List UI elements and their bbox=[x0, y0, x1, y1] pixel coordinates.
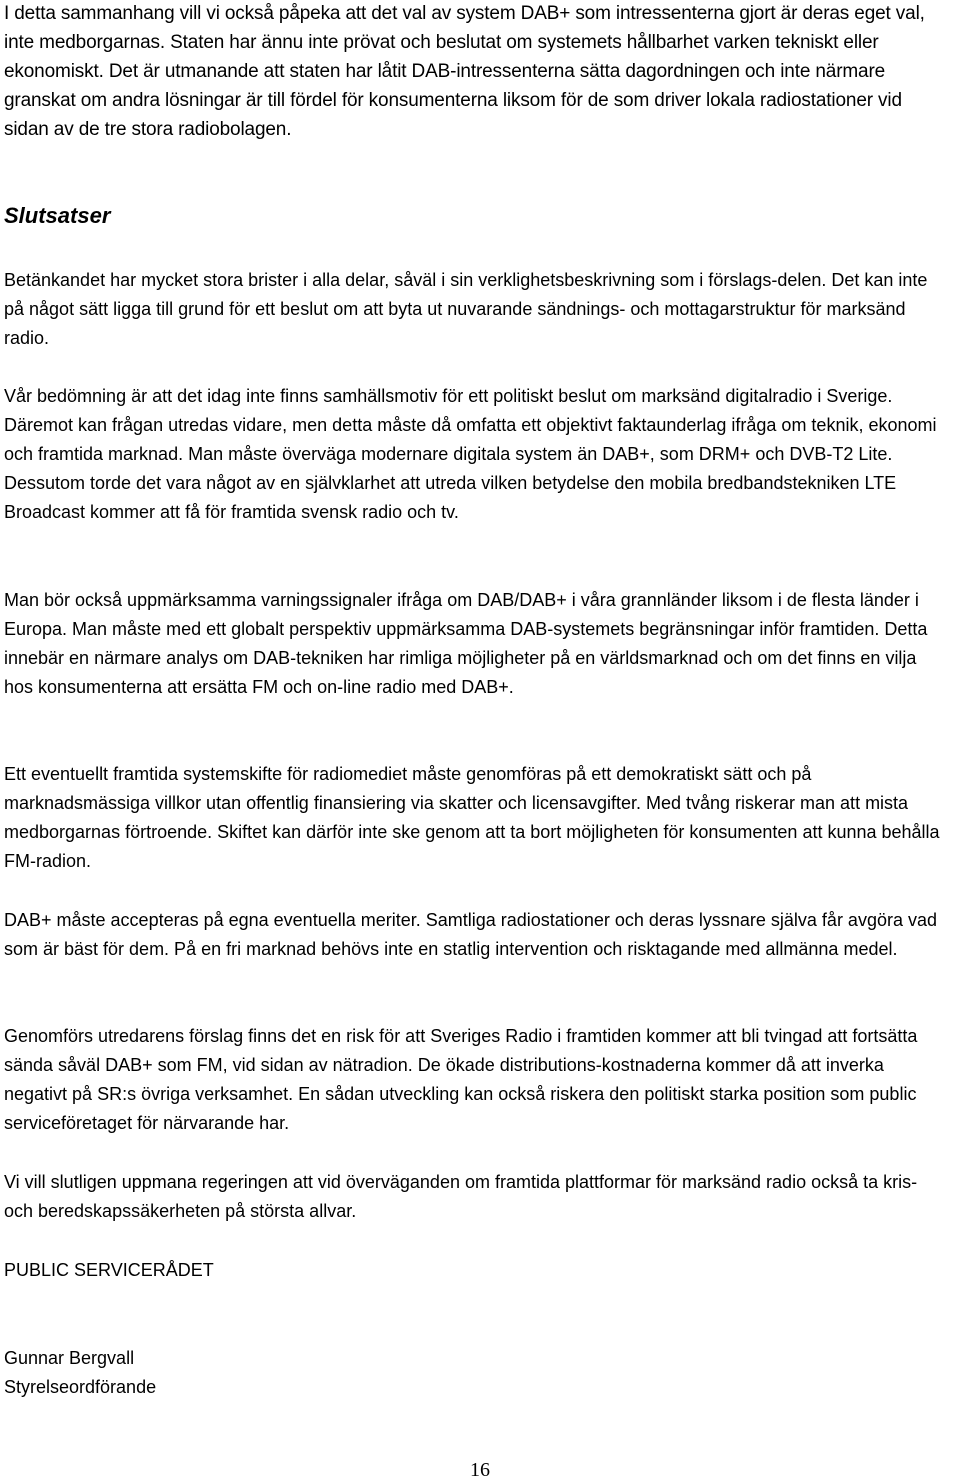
page-number: 16 bbox=[470, 1459, 490, 1481]
paragraph-conclusion-6: Genomförs utredarens förslag finns det en risk för att Sveriges Radio i framtiden kommer att bli tvingad att fortsätta sända såväl DAB+ som FM, vid sidan av nätradion. De ökade distributions-kostnaderna kommer då att inverka negativt på SR:s övriga verksamhet. En sådan utveckling kan också riskera den politiskt starka position som public serviceföretaget för närvarande har. bbox=[4, 1026, 918, 1133]
paragraph-conclusion-4: Ett eventuellt framtida systemskifte för radiomediet måste genomföras på ett demokratiskt sätt och på marknadsmässiga villkor utan offentlig finansiering via skatter och licensavgifter. Med tvång riskerar man att mista medborgarnas förtroende. Skiftet kan därför inte ske genom att ta bort möjligheten för konsumenten att kunna behålla FM-radion. bbox=[4, 764, 940, 871]
paragraph-conclusion-5: DAB+ måste accepteras på egna eventuella meriter. Samtliga radiostationer och deras lyssnare själva får avgöra vad som är bäst för dem. På en fri marknad behövs inte en statlig intervention och risktagande med allmänna medel. bbox=[4, 910, 937, 959]
signatory-name: Gunnar Bergvall bbox=[4, 1348, 135, 1368]
organization-name: PUBLIC SERVICERÅDET bbox=[4, 1260, 214, 1280]
paragraph-conclusion-3: Man bör också uppmärksamma varningssignaler ifråga om DAB/DAB+ i våra grannländer liksom i de flesta länder i Europa. Man måste med ett globalt perspektiv uppmärksamma DAB-systemets begränsningar inför framtiden. Detta innebär en närmare analys om DAB-tekniken har rimliga möjligheter på en världsmarknad och om det finns en vilja hos konsumenterna att ersätta FM och on-line radio med DAB+. bbox=[4, 590, 928, 697]
paragraph-conclusion-7: Vi vill slutligen uppmana regeringen att vid överväganden om framtida plattformar för marksänd radio också ta kris- och beredskapssäkerheten på största allvar. bbox=[4, 1172, 918, 1221]
signatory-title: Styrelseordförande bbox=[4, 1377, 157, 1397]
paragraph-intro: I detta sammanhang vill vi också påpeka att det val av system DAB+ som intressenterna gjort är deras eget val, inte medborgarnas. Staten har ännu inte prövat och beslutat om systemets hållbarhet varken tekniskt eller ekonomiskt. Det är utmanande att staten har låtit DAB-intressenterna sätta dagordningen och inte närmare granskat om andra lösningar är till fördel för konsumenterna liksom för de som driver lokala radiostationer vid sidan av de tre stora radiobolagen. bbox=[4, 3, 925, 140]
section-heading: Slutsatser bbox=[4, 203, 111, 228]
paragraph-conclusion-2: Vår bedömning är att det idag inte finns samhällsmotiv för ett politiskt beslut om marksänd digitalradio i Sverige. Däremot kan frågan utredas vidare, men detta måste då omfatta ett objektivt faktaunderlag ifråga om teknik, ekonomi och framtida marknad. Man måste överväga modernare digitala system än DAB+, som DRM+ och DVB-T2 Lite. Dessutom torde det vara något av en självklarhet att utreda vilken betydelse den mobila bredbandstekniken LTE Broadcast kommer att få för framtida svensk radio och tv. bbox=[4, 386, 937, 522]
paragraph-conclusion-1: Betänkandet har mycket stora brister i alla delar, såväl i sin verklighetsbeskrivning som i förslags-delen. Det kan inte på något sätt ligga till grund för ett beslut om att byta ut nuvarande sändnings- och mottagarstruktur för marksänd radio. bbox=[4, 270, 928, 348]
